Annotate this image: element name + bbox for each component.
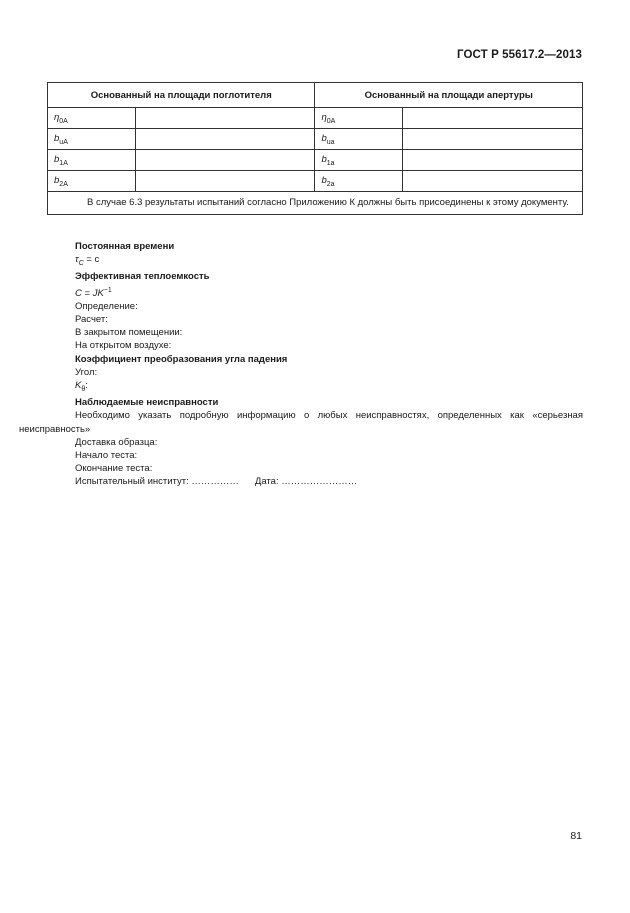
- symbol-cell: $b_{2a}$: [315, 171, 403, 192]
- date-label: Дата: ……………………: [254, 476, 358, 488]
- table-row: [48, 150, 583, 171]
- faults-text: Необходимо указать подробную информацию о любых неисправностях, определенных как «серьезная неисправность»: [19, 410, 583, 435]
- table-note: В случае 6.3 результаты испытаний согласно Приложению К должны быть присоединены к этому документу.: [48, 192, 583, 215]
- header-absorber-area: Основанный на площади поглотителя: [48, 83, 315, 108]
- table-row: [48, 108, 583, 129]
- table-header-row: [48, 83, 583, 108]
- document-code: ГОСТ Р 55617.2—2013: [457, 49, 582, 61]
- symbol-cell: $b_{uA}$: [48, 129, 136, 150]
- header-aperture-area: Основанный на площади апертуры: [315, 83, 583, 108]
- angle-label: Угол:: [75, 366, 98, 378]
- symbol-cell: $\eta_{0A}$: [315, 108, 403, 129]
- symbol-cell: $b_{1A}$: [48, 150, 136, 171]
- calculation-label: Расчет:: [75, 314, 108, 326]
- table-note-row: [48, 192, 583, 215]
- symbol-cell: $b_{1a}$: [315, 150, 403, 171]
- test-start-label: Начало теста:: [75, 449, 138, 461]
- page-number: 81: [570, 830, 582, 842]
- iam-heading: Коэффициент преобразования угла падения: [75, 353, 288, 365]
- symbol-cell: $\eta_{0A}$: [48, 108, 136, 129]
- institute-date-line: [19, 475, 583, 488]
- report-body: [19, 240, 583, 489]
- k-theta-label: $K_\theta$:: [75, 380, 88, 393]
- table-row: [48, 171, 583, 192]
- heat-capacity-heading: Эффективная теплоемкость: [75, 271, 210, 283]
- value-cell: [135, 171, 315, 192]
- institute-label: Испытательный институт: ……………: [75, 476, 239, 488]
- time-constant-value: $\tau_C = с$: [75, 254, 100, 268]
- sample-delivery-label: Доставка образца:: [75, 436, 158, 448]
- test-end-label: Окончание теста:: [75, 463, 153, 475]
- time-constant-heading: Постоянная времени: [75, 241, 175, 252]
- table-row: [48, 129, 583, 150]
- parameters-table: [47, 82, 583, 215]
- faults-heading: Наблюдаемые неисправности: [75, 397, 219, 409]
- heat-capacity-value: $C = JK^{-1}$: [75, 286, 112, 299]
- value-cell: [403, 108, 583, 129]
- symbol-cell: $b_{ua}$: [315, 129, 403, 150]
- value-cell: [403, 129, 583, 150]
- definition-label: Определение:: [75, 300, 138, 312]
- value-cell: [403, 171, 583, 192]
- symbol-cell: $b_{2A}$: [48, 171, 136, 192]
- value-cell: [403, 150, 583, 171]
- value-cell: [135, 108, 315, 129]
- indoor-label: В закрытом помещении:: [75, 327, 183, 339]
- value-cell: [135, 129, 315, 150]
- outdoor-label: На открытом воздухе:: [75, 340, 172, 352]
- value-cell: [135, 150, 315, 171]
